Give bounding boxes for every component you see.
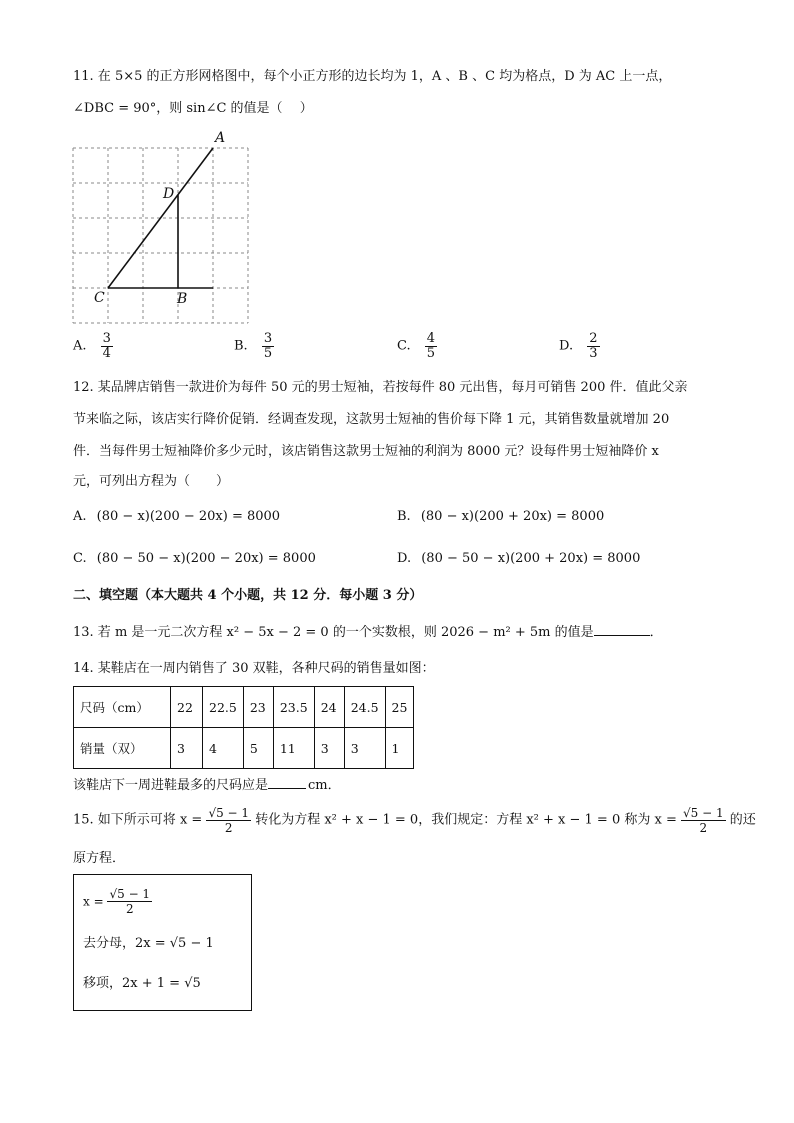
point-c-label: C bbox=[94, 290, 105, 306]
q13-answer-blank[interactable] bbox=[594, 635, 650, 636]
q15-fraction-1: $\frac{√5 - 1}{2}$ bbox=[208, 806, 250, 835]
size-sales-table bbox=[73, 686, 414, 769]
table-cell: 3 bbox=[171, 728, 203, 769]
table-cell: 22.5 bbox=[203, 687, 244, 728]
q11-option-d[interactable]: D. $\frac{2}{3}$ bbox=[559, 331, 598, 361]
q11-option-b[interactable]: B. $\frac{3}{5}$ bbox=[234, 331, 273, 361]
q12-option-b[interactable]: B. (80 − x)(200 + 20x) = 8000 bbox=[397, 509, 605, 524]
table-header-size: 尺码（cm） bbox=[74, 687, 171, 728]
q15-stem-line2: 原方程． bbox=[73, 851, 126, 866]
q12-option-a[interactable]: A. (80 − x)(200 − 20x) = 8000 bbox=[73, 509, 281, 524]
point-d-label: D bbox=[163, 186, 175, 202]
q11-option-b-fraction: $\frac{3}{5}$ bbox=[263, 331, 273, 361]
q12-stem-line1: 12. 某品牌店销售一款进价为每件 50 元的男士短袖，若按每件 80 元出售，每月可销售 200 件．值此父亲 bbox=[73, 380, 688, 395]
table-cell: 11 bbox=[273, 728, 314, 769]
q12-option-c[interactable]: C. (80 − 50 − x)(200 − 20x) = 8000 bbox=[73, 551, 316, 566]
q11-option-c-fraction: $\frac{4}{5}$ bbox=[426, 331, 436, 361]
q13-stem: 13. 若 m 是一元二次方程 x² − 5x − 2 = 0 的一个实数根，则 2026 − m² + 5m 的值是 ． bbox=[73, 625, 663, 640]
table-cell: 23.5 bbox=[273, 687, 314, 728]
table-cell: 4 bbox=[203, 728, 244, 769]
q15-box-step1: x = $\frac{√5 - 1}{2}$ bbox=[83, 887, 151, 916]
table-row bbox=[74, 728, 414, 769]
q14-answer-blank[interactable] bbox=[268, 788, 306, 789]
q15-box-step3: 移项，2x + 1 = √5 bbox=[83, 976, 201, 991]
table-cell: 22 bbox=[171, 687, 203, 728]
q15-derivation-box bbox=[73, 874, 252, 1011]
table-cell: 25 bbox=[385, 687, 414, 728]
q14-intro: 14. 某鞋店在一周内销售了 30 双鞋，各种尺码的销售量如图： bbox=[73, 661, 435, 676]
q15-stem-line1: 15. 如下所示可将 x = $\frac{√5 - 1}{2}$ 转化为方程 x² + x − 1 = 0，我们规定：方程 x² + x − 1 = 0 称为 x = $\frac{√5 - 1}{2}$ 的还 bbox=[73, 806, 756, 835]
table-cell: 3 bbox=[314, 728, 344, 769]
q12-stem-line2: 节来临之际，该店实行降价促销．经调查发现，这款男士短袖的售价每下降 1 元，其销售数量就增加 20 bbox=[73, 412, 670, 427]
table-cell: 24 bbox=[314, 687, 344, 728]
table-row bbox=[74, 687, 414, 728]
point-a-label: A bbox=[215, 130, 226, 146]
q15-box-step2: 去分母，2x = √5 − 1 bbox=[83, 936, 214, 951]
q11-stem-line1: 11. 在 5×5 的正方形网格图中，每个小正方形的边长均为 1，A 、B 、C 均为格点，D 为 AC 上一点， bbox=[73, 69, 672, 84]
q15-box-fraction: $\frac{√5 - 1}{2}$ bbox=[109, 887, 151, 916]
q11-grid-figure bbox=[60, 128, 260, 333]
q11-option-a-fraction: $\frac{3}{4}$ bbox=[102, 331, 111, 361]
q14-question: 该鞋店下一周进鞋最多的尺码应是 cm． bbox=[73, 778, 341, 793]
point-b-label: B bbox=[177, 291, 188, 307]
q11-option-c[interactable]: C. $\frac{4}{5}$ bbox=[397, 331, 436, 361]
q15-fraction-2: $\frac{√5 - 1}{2}$ bbox=[683, 806, 724, 835]
q12-option-d[interactable]: D. (80 − 50 − x)(200 + 20x) = 8000 bbox=[397, 551, 641, 566]
table-cell: 23 bbox=[243, 687, 273, 728]
q12-stem-line4: 元，可列出方程为（ ） bbox=[73, 474, 230, 489]
table-cell: 24.5 bbox=[344, 687, 385, 728]
q11-option-d-fraction: $\frac{2}{3}$ bbox=[589, 331, 598, 361]
section-heading: 二、填空题（本大题共 4 个小题，共 12 分．每小题 3 分） bbox=[73, 588, 423, 603]
table-cell: 3 bbox=[344, 728, 385, 769]
q11-option-a[interactable]: A. $\frac{3}{4}$ bbox=[73, 331, 111, 361]
q11-stem-line2: ∠DBC = 90°，则 sin∠C 的值是（ ） bbox=[73, 101, 313, 116]
table-cell: 5 bbox=[243, 728, 273, 769]
table-header-count: 销量（双） bbox=[74, 728, 171, 769]
table-cell: 1 bbox=[385, 728, 414, 769]
q12-stem-line3: 件．当每件男士短袖降价多少元时，该店销售这款男士短袖的利润为 8000 元？设每件男士短袖降价 x bbox=[73, 444, 659, 459]
